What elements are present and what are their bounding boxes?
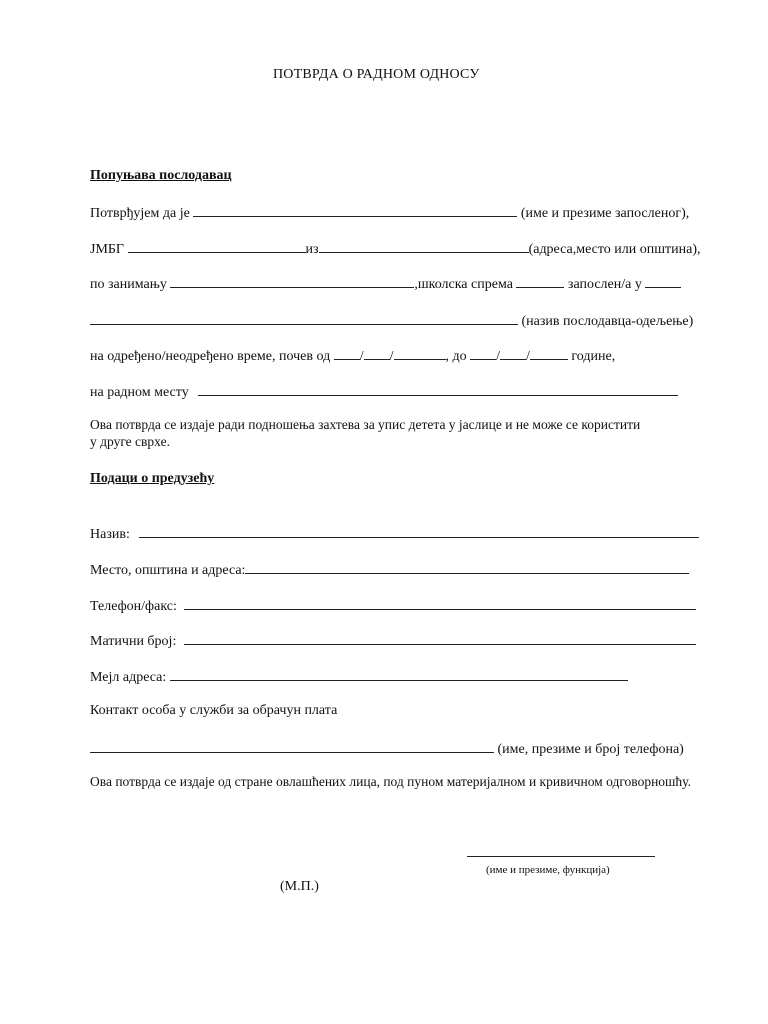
company-reg-number-field[interactable] [184,630,696,645]
employer-name-hint: (назив послодавца-одељење) [521,314,694,329]
line-occupation [90,273,681,294]
company-phone-field[interactable] [184,595,696,610]
contact-person-label: Контакт особа у служби за обрачун плата [90,703,338,718]
education-field[interactable] [516,273,564,288]
employer-section-heading: Попуњава послодавац [90,168,232,183]
jmbg-label: ЈМБГ [90,242,125,257]
liability-note: Ова потврда се издаје од стране овлашћених лица, под пуном материјалном и кривичном одговорношћу. [90,774,691,789]
company-phone-label: Телефон/факс: [90,599,177,614]
company-section-heading: Подаци о предузећу [90,471,215,486]
line-employment-period [90,345,615,366]
line-company-address [90,559,689,580]
employer-name-field[interactable] [90,310,518,325]
company-address-field[interactable] [245,559,689,574]
document-title: ПОТВРДА О РАДНОМ ОДНОСУ [273,67,480,82]
company-address-label: Место, општина и адреса: [90,563,246,578]
occupation-field[interactable] [170,273,414,288]
until-label: , до [445,349,467,364]
signature-caption: (име и презиме, функција) [486,864,610,876]
contact-person-field[interactable] [90,738,494,753]
stamp-label: (М.П.) [280,879,319,894]
confirm-label: Потврђујем да је [90,206,190,221]
line-company-phone [90,595,696,616]
line-contact-person [90,738,684,759]
line-company-name [90,523,699,544]
to-day-field[interactable] [470,345,496,360]
company-reg-number-label: Матични број: [90,634,177,649]
company-name-label: Назив: [90,527,130,542]
line-employer-name [90,310,693,331]
to-month-field[interactable] [500,345,526,360]
position-field[interactable] [198,381,678,396]
purpose-note-line2: у друге сврхе. [90,434,170,449]
education-label: ,школска спрема [414,277,513,292]
date-separator: / [359,349,364,364]
line-position [90,381,678,402]
address-hint: (адреса,место или општина), [528,242,701,257]
purpose-note-line1: Ова потврда се издаје ради подношења захтева за упис детета у јаслице и не може се користити [90,417,641,432]
company-email-label: Мејл адреса: [90,670,167,685]
from-day-field[interactable] [334,345,360,360]
from-month-field[interactable] [364,345,390,360]
line-company-reg-number [90,630,696,651]
address-field[interactable] [319,238,529,253]
period-label: на одређено/неодређено време, почев од [90,349,331,364]
employed-at-label: запослен/а у [567,277,642,292]
position-label: на радном месту [90,385,189,400]
employee-name-hint: (име и презиме запосленог), [520,206,690,221]
from-label: из [305,242,319,257]
to-year-field[interactable] [530,345,568,360]
company-name-field[interactable] [139,523,699,538]
date-separator: / [389,349,394,364]
date-separator: / [496,349,501,364]
employee-name-field[interactable] [193,202,517,217]
year-label: године, [571,349,616,364]
line-jmbg [90,238,701,259]
signature-line[interactable] [467,856,655,857]
line-employee-name [90,202,689,223]
line-company-email [90,666,628,687]
contact-person-hint: (име, презиме и број телефона) [497,742,684,757]
company-email-field[interactable] [170,666,628,681]
from-year-field[interactable] [394,345,446,360]
employer-start-field[interactable] [645,273,681,288]
jmbg-field[interactable] [128,238,306,253]
date-separator: / [526,349,530,364]
occupation-label: по занимању [90,277,167,292]
